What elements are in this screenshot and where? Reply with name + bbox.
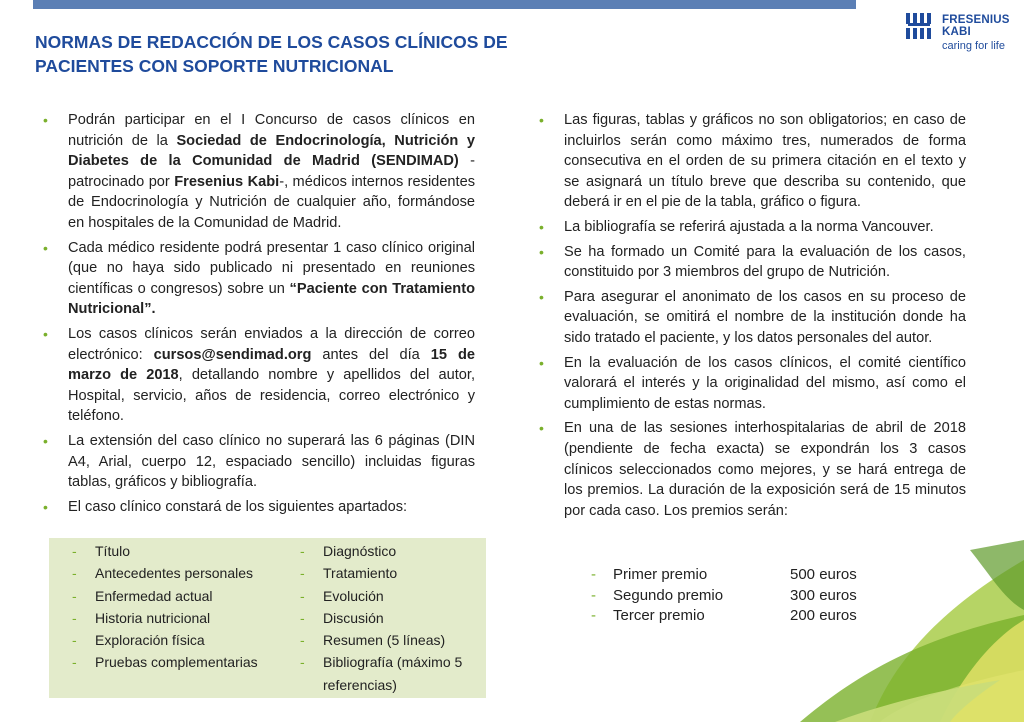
dash-icon: - xyxy=(300,654,305,671)
item-text: La bibliografía se referirá ajustada a la norma Vancouver. xyxy=(564,218,934,235)
prize-label: Segundo premio xyxy=(613,586,724,604)
section-label: Exploración física xyxy=(95,632,205,649)
text-segment: “Paciente con Tratamiento Nutricional”. xyxy=(68,280,475,318)
section-label: Tratamiento xyxy=(323,565,398,582)
list-item xyxy=(35,238,475,320)
text-segment: Sociedad de Endocrinología, Nutrición y Diabetes de la Comunidad de Madrid (SENDIMAD) xyxy=(68,132,475,170)
dash-icon: - xyxy=(300,609,305,626)
rules-left-column xyxy=(35,110,475,538)
prize-item xyxy=(591,586,893,607)
prize-item xyxy=(591,606,893,627)
item-text: En una de las sesiones interhospitalarias de abril de 2018 (pendiente de fecha exacta) se expondrán los 3 casos clínicos seleccionados como mejores, y se hará entrega de los premios. La duración de la exposición será de 15 minutos por cada caso. Los premios serán: xyxy=(564,420,966,519)
dash-icon: - xyxy=(72,654,77,671)
text-segment: Fresenius Kabi xyxy=(174,173,280,190)
prize-item xyxy=(591,565,893,586)
bullet-icon: • xyxy=(43,432,48,449)
list-item xyxy=(531,217,966,238)
top-accent-bar xyxy=(33,0,856,9)
text-segment: -patrocinado por xyxy=(68,153,475,190)
dash-icon: - xyxy=(591,607,596,624)
item-text: Se ha formado un Comité para la evaluación de los casos, constituido por 3 miembros del grupo de Nutrición. xyxy=(564,243,966,281)
section-item xyxy=(300,651,480,696)
dash-icon: - xyxy=(300,543,305,559)
section-item xyxy=(72,585,272,607)
dash-icon: - xyxy=(72,587,77,604)
item-text: En la evaluación de los casos clínicos, el comité científico valorará el interés y la originalidad del mismo, así como el cumplimiento de estas normas. xyxy=(564,354,966,412)
dash-icon: - xyxy=(300,565,305,582)
list-item xyxy=(531,110,966,213)
page-title: NORMAS DE REDACCIÓN DE LOS CASOS CLÍNICOS DE PACIENTES CON SOPORTE NUTRICIONAL xyxy=(35,32,508,76)
sections-list-1 xyxy=(72,540,272,674)
section-item xyxy=(300,629,480,651)
section-label: Evolución xyxy=(323,587,384,604)
section-label: Título xyxy=(95,543,131,559)
bullet-icon: • xyxy=(539,288,544,305)
dash-icon: - xyxy=(591,586,596,604)
section-label: Discusión xyxy=(323,609,384,626)
text-segment: La extensión del caso clínico no superará las 6 páginas (DIN A4, Arial, cuerpo 12, espaciado sencillo) incluidas figuras tablas, gráficos y bibliografía. xyxy=(68,432,475,491)
section-item xyxy=(300,562,480,584)
dash-icon: - xyxy=(72,543,77,559)
list-item xyxy=(35,431,475,493)
fresenius-logo-icon xyxy=(905,11,937,41)
sections-list-2 xyxy=(300,540,480,696)
prize-label: Primer premio xyxy=(613,566,708,583)
section-label: Historia nutricional xyxy=(95,609,211,626)
section-item xyxy=(72,629,272,651)
prize-amount: 500 euros xyxy=(790,566,857,583)
bullet-icon: • xyxy=(539,354,544,371)
dash-icon: - xyxy=(591,566,596,583)
section-item xyxy=(72,651,272,673)
list-item xyxy=(35,110,475,234)
section-item xyxy=(300,540,480,562)
bullet-icon: • xyxy=(43,325,48,342)
text-segment: Podrán participar en el I Concurso de casos clínicos en nutrición de la xyxy=(68,112,475,149)
list-item xyxy=(531,287,966,349)
dash-icon: - xyxy=(72,632,77,649)
section-item xyxy=(72,540,272,562)
text-segment: antes del día xyxy=(311,346,431,363)
list-item xyxy=(531,242,966,283)
text-segment: cursos@sendimad.org xyxy=(153,346,312,363)
prize-amount: 200 euros xyxy=(790,607,857,624)
text-segment: 15 de marzo de 2018 xyxy=(68,346,475,384)
prize-amount: 300 euros xyxy=(790,586,857,604)
logo-tagline: caring for life xyxy=(942,40,1005,52)
section-item xyxy=(300,607,480,629)
fresenius-kabi-logo xyxy=(905,10,1017,60)
list-item xyxy=(531,418,966,521)
section-item xyxy=(300,585,480,607)
bullet-icon: • xyxy=(539,420,544,437)
dash-icon: - xyxy=(300,632,305,649)
section-label: Enfermedad actual xyxy=(95,587,213,604)
item-text: Para asegurar el anonimato de los casos en su proceso de evaluación, se omitirá el nombre de la institución donde ha sido tratado el paciente, y los datos personales del autor. xyxy=(564,288,966,346)
section-item xyxy=(72,607,272,629)
text-segment: El caso clínico constará de los siguientes apartados: xyxy=(68,498,408,515)
bullet-icon: • xyxy=(43,112,48,128)
text-segment: -, médicos internos residentes de Endocrinología y Nutrición de cualquier año, formándose en hospitales de la Comunidad de Madrid. xyxy=(68,173,475,231)
rules-right-column xyxy=(531,110,966,525)
prize-label: Tercer premio xyxy=(613,607,705,624)
bullet-icon: • xyxy=(539,218,544,235)
logo-brand: FRESENIUS KABI xyxy=(942,14,1010,38)
prizes-list xyxy=(591,565,893,627)
section-label: Pruebas complementarias xyxy=(95,654,258,671)
dash-icon: - xyxy=(72,609,77,626)
list-item xyxy=(531,353,966,415)
dash-icon: - xyxy=(72,565,77,582)
bullet-icon: • xyxy=(539,243,544,260)
bullet-icon: • xyxy=(539,112,544,128)
text-segment: , detallando nombre y apellidos del autor, Hospital, servicio, años de residencia, correo electrónico y teléfono. xyxy=(68,367,475,425)
bullet-icon: • xyxy=(43,498,48,515)
section-item xyxy=(72,562,272,584)
item-text: Las figuras, tablas y gráficos no son obligatorios; en caso de incluirlos serán como máximo tres, numerados de forma consecutiva en el orden de su primera citación en el texto y se asignará un título breve que describa su contenido, que deberá ir en el pie de la tabla, gráfico o figura. xyxy=(564,112,966,211)
dash-icon: - xyxy=(300,587,305,604)
section-label: Resumen (5 líneas) xyxy=(323,632,446,649)
section-label: Diagnóstico xyxy=(323,543,397,559)
bullet-icon: • xyxy=(43,239,48,256)
section-label: Bibliografía (máximo 5 referencias) xyxy=(323,654,463,693)
section-label: Antecedentes personales xyxy=(95,565,253,582)
list-item xyxy=(35,497,475,518)
list-item xyxy=(35,324,475,427)
text-segment: Los casos clínicos serán enviados a la dirección de correo electrónico: xyxy=(68,325,475,363)
text-segment: Cada médico residente podrá presentar 1 caso clínico original (que no haya sido publicado ni presentado en reuniones científicas o congresos) sobre un xyxy=(68,239,475,297)
